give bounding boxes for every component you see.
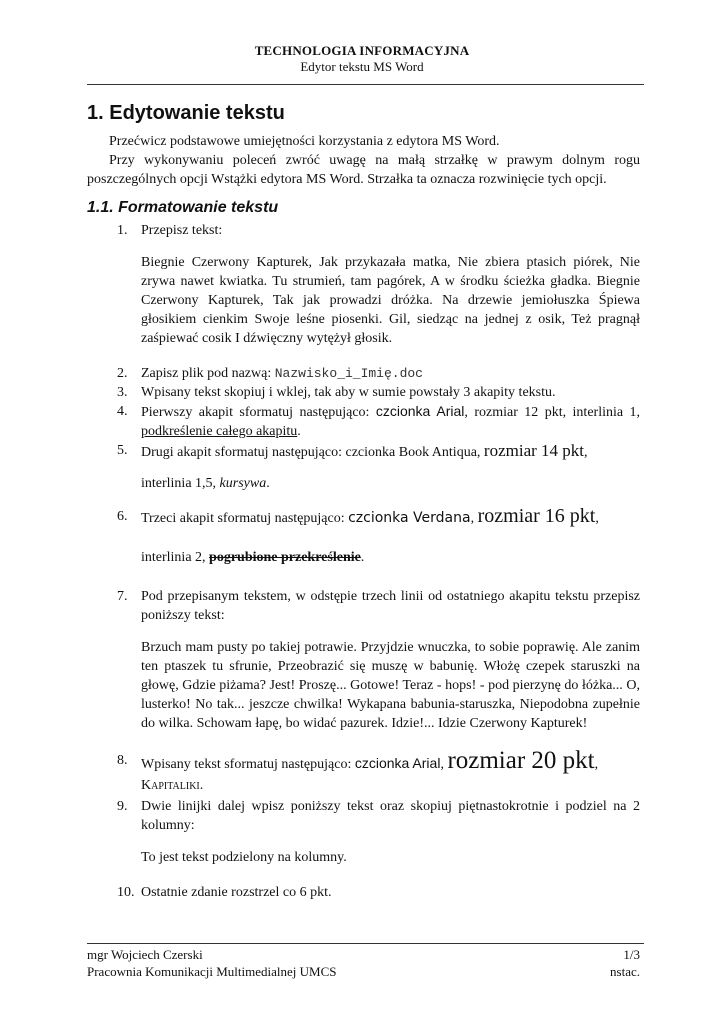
item-text: interlinia 2, <box>141 550 210 565</box>
item-text: . <box>360 550 365 565</box>
list-item-7 <box>87 587 640 625</box>
item-text: Pod przepisanym tekstem, w odstępie trzech linii od ostatniego akapitu tekstu przepisz poniższy tekst: <box>141 589 640 623</box>
page-number: 1/3 <box>623 947 640 962</box>
document-body <box>87 100 640 902</box>
item-text: Wpisany tekst skopiuj i wklej, tak aby w sumie powstały 3 akapity tekstu. <box>141 385 556 400</box>
page-footer <box>87 946 640 980</box>
strikethrough-sample: pogrubione przekreślenie <box>209 550 361 565</box>
item-text: , <box>470 511 478 526</box>
item-number: 7. <box>117 589 128 604</box>
list-item-10 <box>87 883 640 902</box>
item-continuation <box>141 474 640 493</box>
poem-2: Brzuch mam pusty po takiej potrawie. Przyjdzie wnuczka, to sobie poprawię. Ale zanim ten ptaszek tu sfrunie, Przeobrazić się muszę w babunię. Włożę czepek staruszki na głowę, Gdzie piżama? Jest! Proszę... Gotowe! Teraz - hops! - pod pierzynę do łóżka... O, lusterko! No tak... jeszcze chwilka! Wykapana babunia-staruszka, Niepodobna zupełnie do wilka. Schowam łapę, bo widać pazurek. Idzie!... Idzie Czerwony Kapturek! <box>141 640 640 731</box>
item-text: , <box>440 757 448 772</box>
columns-text: To jest tekst podzielony na kolumny. <box>141 850 347 865</box>
page-header <box>0 43 724 75</box>
list-item-6 <box>87 507 640 567</box>
item-number: 2. <box>117 366 128 381</box>
list-item-3 <box>87 383 640 402</box>
underline-sample: podkreślenie całego akapitu <box>141 424 298 439</box>
item-text: , <box>595 511 599 526</box>
header-title: TECHNOLOGIA INFORMACYJNA <box>254 43 470 58</box>
item-text: , rozmiar 12 pkt, interlinia 1, <box>464 405 640 420</box>
item-continuation <box>141 777 640 794</box>
item-number: 9. <box>117 799 128 814</box>
footer-author: mgr Wojciech Czerski <box>87 947 203 962</box>
header-divider <box>87 84 644 85</box>
footer-organization: Pracownia Komunikacji Multimedialnej UMCS <box>87 964 337 979</box>
size-16-sample: rozmiar 16 pkt <box>477 505 596 527</box>
item-text: , <box>584 445 588 460</box>
list-item-9 <box>87 797 640 835</box>
item-number: 4. <box>117 404 128 419</box>
item-text: Drugi akapit sformatuj następująco: czcionka Book Antiqua, <box>141 445 484 460</box>
filename: Nazwisko_i_Imię.doc <box>274 366 423 381</box>
list-item-4 <box>87 402 640 441</box>
subsection-title: 1.1. Formatowanie tekstu <box>87 199 279 216</box>
list-item-2 <box>87 364 640 383</box>
item-number: 1. <box>117 223 128 238</box>
small-caps-sample: Kapitaliki <box>141 778 200 793</box>
item-text: Przepisz tekst: <box>141 223 223 238</box>
list-item-8 <box>87 749 640 794</box>
item-text: Ostatnie zdanie rozstrzel co 6 pkt. <box>141 885 332 900</box>
header-subtitle: Edytor tekstu MS Word <box>300 59 424 74</box>
font-arial-sample: czcionka Arial <box>375 403 465 419</box>
footer-mode: nstac. <box>610 964 640 979</box>
item-text: , <box>594 757 599 772</box>
item-number: 3. <box>117 385 128 400</box>
list-item-5 <box>87 441 640 493</box>
item-number: 6. <box>117 509 128 524</box>
item-text: Zapisz plik pod nazwą: <box>141 366 275 381</box>
item-text: Pierwszy akapit sformatuj następująco: <box>141 405 376 420</box>
footer-divider <box>87 943 644 944</box>
poem-1: Biegnie Czerwony Kapturek, Jak przykazała matka, Nie zbiera ptasich piórek, Nie zrywa nawet kwiatka. Tu strumień, tam pagórek, A w środku ścieżka gładka. Biegnie Czerwony Kapturek, Tak jak prowadzi dróżka. Na drzewie jemiołuszka Śpiewa głosikiem cienkim Swoje leśne piosenki. Gil, siedząc na jednej z osik, Też pragnął zaśpiewać cosik I dźwięczny wytężył głosik. <box>141 255 640 346</box>
item-text: . <box>297 424 301 439</box>
item-text: Trzeci akapit sformatuj następująco: <box>141 511 349 526</box>
intro-paragraph-1: Przećwicz podstawowe umiejętności korzystania z edytora MS Word. <box>109 134 500 149</box>
item-text: interlinia 1,5, <box>141 476 220 491</box>
item-text: . <box>266 476 270 491</box>
intro-paragraph-2: Przy wykonywaniu poleceń zwróć uwagę na małą strzałkę w prawym dolnym rogu poszczególnych opcji Wstążki edytora MS Word. Strzałka ta oznacza rozwinięcie tych opcji. <box>87 153 640 187</box>
section-title: 1. Edytowanie tekstu <box>87 102 285 124</box>
size-14-sample: rozmiar 14 pkt <box>483 441 585 460</box>
item-number: 10. <box>117 885 135 900</box>
font-verdana-sample: czcionka Verdana <box>348 510 471 526</box>
item-text: Wpisany tekst sformatuj następująco: <box>141 757 355 772</box>
size-20-sample: rozmiar 20 pkt <box>447 747 595 774</box>
item-number: 8. <box>117 753 128 768</box>
item-text: Dwie linijki dalej wpisz poniższy tekst oraz skopiuj piętnastokrotnie i podziel na 2 kolumny: <box>141 799 640 833</box>
italic-sample: kursywa <box>219 476 267 491</box>
item-number: 5. <box>117 443 128 458</box>
item-continuation <box>141 548 640 567</box>
list-item-1 <box>87 221 640 240</box>
font-arial-sample: czcionka Arial <box>354 755 441 771</box>
item-text: . <box>199 778 204 793</box>
